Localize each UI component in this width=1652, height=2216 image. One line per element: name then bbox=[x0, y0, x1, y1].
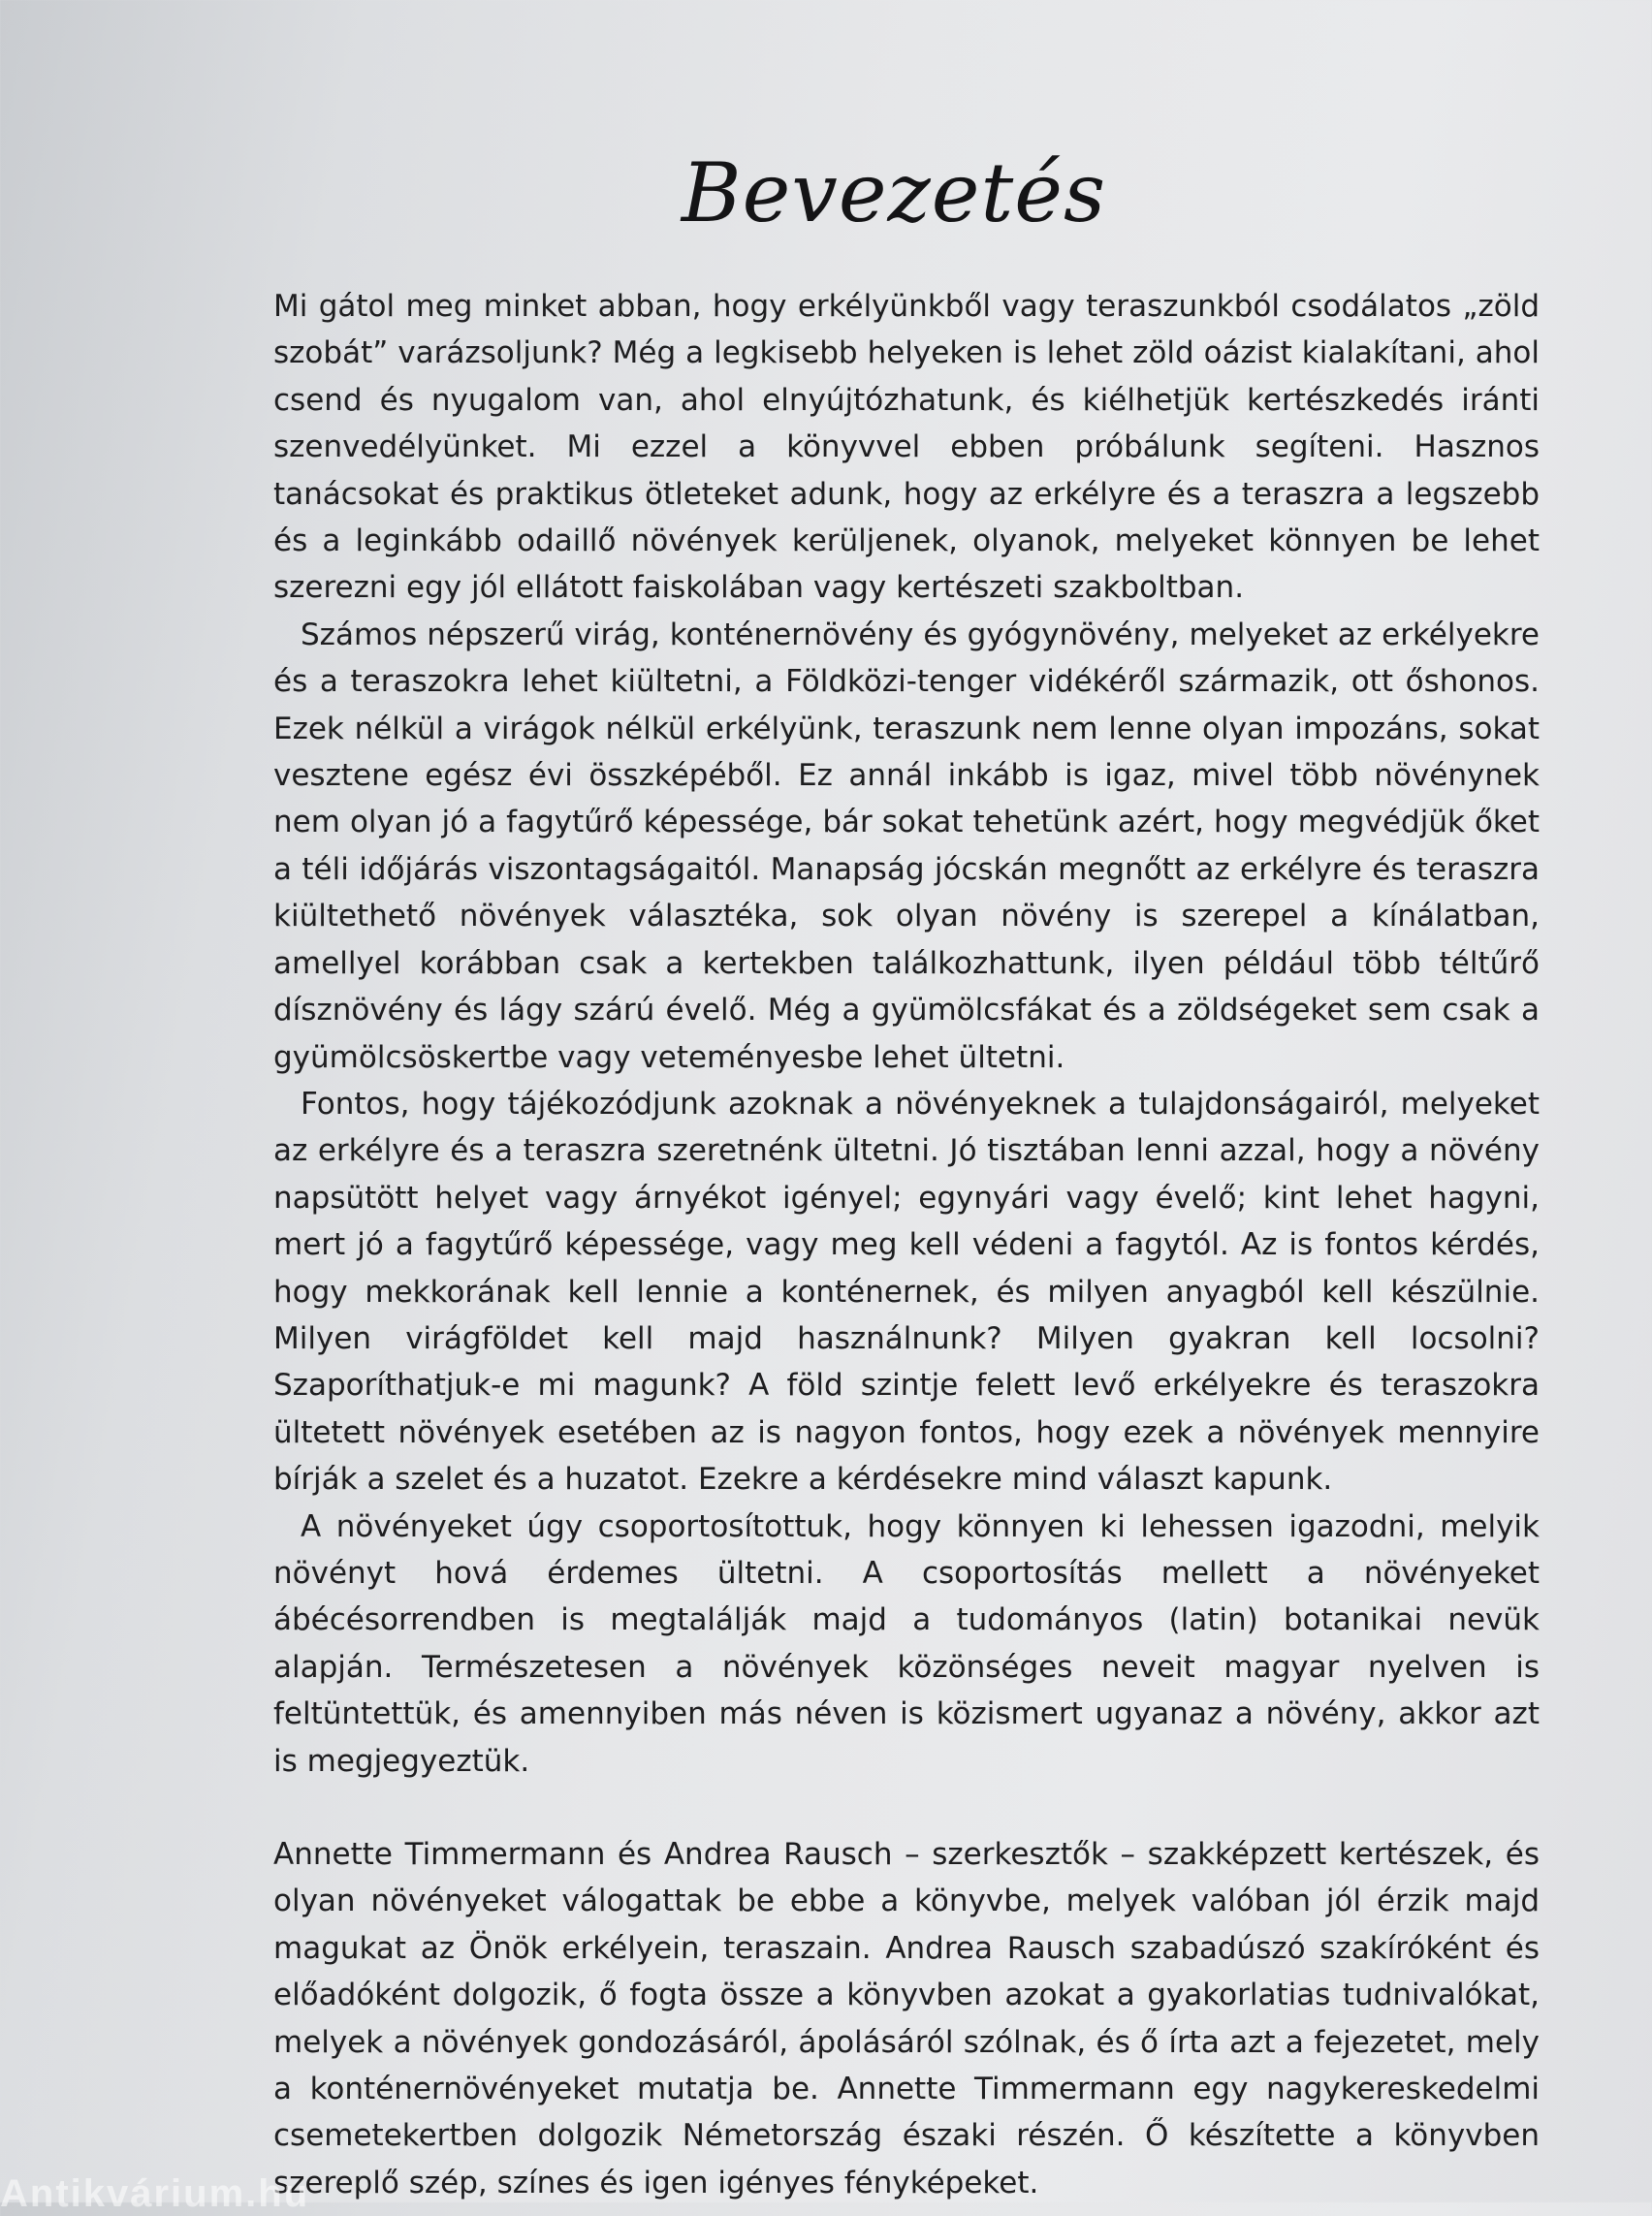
paragraph-4: A növényeket úgy csoportosítottuk, hogy könnyen ki lehessen igazodni, melyik növényt hová érdemes ültetni. A csoportosítás mellett a növényeket ábécésorrendben is megtalálják majd a tudományos (latin) botanikai nevük alapján. Természetesen a növények közönséges neveit magyar nyelven is feltüntettük, és amennyiben más néven is közismert ugyanaz a növény, akkor azt is megjegyeztük. bbox=[273, 1508, 1540, 1779]
page-title: Bevezetés bbox=[681, 145, 1107, 240]
paragraph-3: Fontos, hogy tájékozódjunk azoknak a növényeknek a tulajdonságairól, melyeket az erkélyre és a teraszra szeretnénk ültetni. Jó tisztában lenni azzal, hogy a növény napsütött helyet vagy árnyékot igényel; egynyári vagy évelő; kint lehet hagyni, mert jó a fagytűrő képessége, vagy meg kell védeni a fagytól. Az is fontos kérdés, hogy mekkorának kell lennie a konténernek, és milyen anyagból kell készülnie. Milyen virágföldet kell majd használnunk? Milyen gyakran kell locsolni? Szaporíthatjuk-e mi magunk? A föld szintje felett levő erkélyekre és teraszokra ültetett növények esetében az is nagyon fontos, hogy ezek a növények mennyire bírják a szelet és a huzatot. Ezekre a kérdésekre mind választ kapunk. bbox=[273, 1086, 1540, 1498]
watermark: Antikvárium.hu bbox=[0, 2172, 310, 2215]
paragraph-2: Számos népszerű virág, konténernövény és gyógynövény, melyeket az erkélyekre és a teraszokra lehet kiültetni, a Földközi-tenger vidékéről származik, ott őshonos. Ezek nélkül a virágok nélkül erkélyünk, teraszunk nem lenne olyan impozáns, sokat vesztene egész évi összképéből. Ez annál inkább is igaz, mivel több növénynek nem olyan jó a fagytűrő képessége, bár sokat tehetünk azért, hogy megvédjük őket a téli időjárás viszontagságaitól. Manapság jócskán megnőtt az erkélyre és teraszra kiültethető növények választéka, sok olyan növény is szerepel a kínálatban, amellyel korábban csak a kertekben találkozhattunk, ilyen például több téltűrő dísznövény és lágy szárú évelő. Még a gyümölcsfákat és a zöldségeket sem csak a gyümölcsöskertbe vagy veteményesbe lehet ültetni. bbox=[273, 617, 1540, 1075]
paragraph-editors: Annette Timmermann és Andrea Rausch – szerkesztők – szakképzett kertészek, és olyan növényeket válogattak be ebbe a könyvbe, melyek valóban jól érzik majd magukat az Önök erkélyein, teraszain. Andrea Rausch szabadúszó szakíróként és előadóként dolgozik, ő fogta össze a könyvben azokat a gyakorlatias tudnivalókat, melyek a növények gondozásáról, ápolásáról szólnak, és ő írta azt a fejezetet, mely a konténernövényeket mutatja be. Annette Timmermann egy nagykereskedelmi csemetekertben dolgozik Németország északi részén. Ő készítette a könyvben szereplő szép, színes és igen igényes fényképeket. bbox=[273, 1837, 1540, 2200]
body-text bbox=[273, 283, 1540, 2206]
paragraph-1: Mi gátol meg minket abban, hogy erkélyünkből vagy teraszunkból csodálatos „zöld szobát” varázsoljunk? Még a legkisebb helyeken is lehet zöld oázist kialakítani, ahol csend és nyugalom van, ahol elnyújtózhatunk, és kiélhetjük kertészkedés iránti szenvedélyünket. Mi ezzel a könyvvel ebben próbálunk segíteni. Hasznos tanácsokat és praktikus ötleteket adunk, hogy az erkélyre és a teraszra a legszebb és a leginkább odaillő növények kerüljenek, olyanok, melyeket könnyen be lehet szerezni egy jól ellátott faiskolában vagy kertészeti szakboltban. bbox=[273, 289, 1540, 606]
